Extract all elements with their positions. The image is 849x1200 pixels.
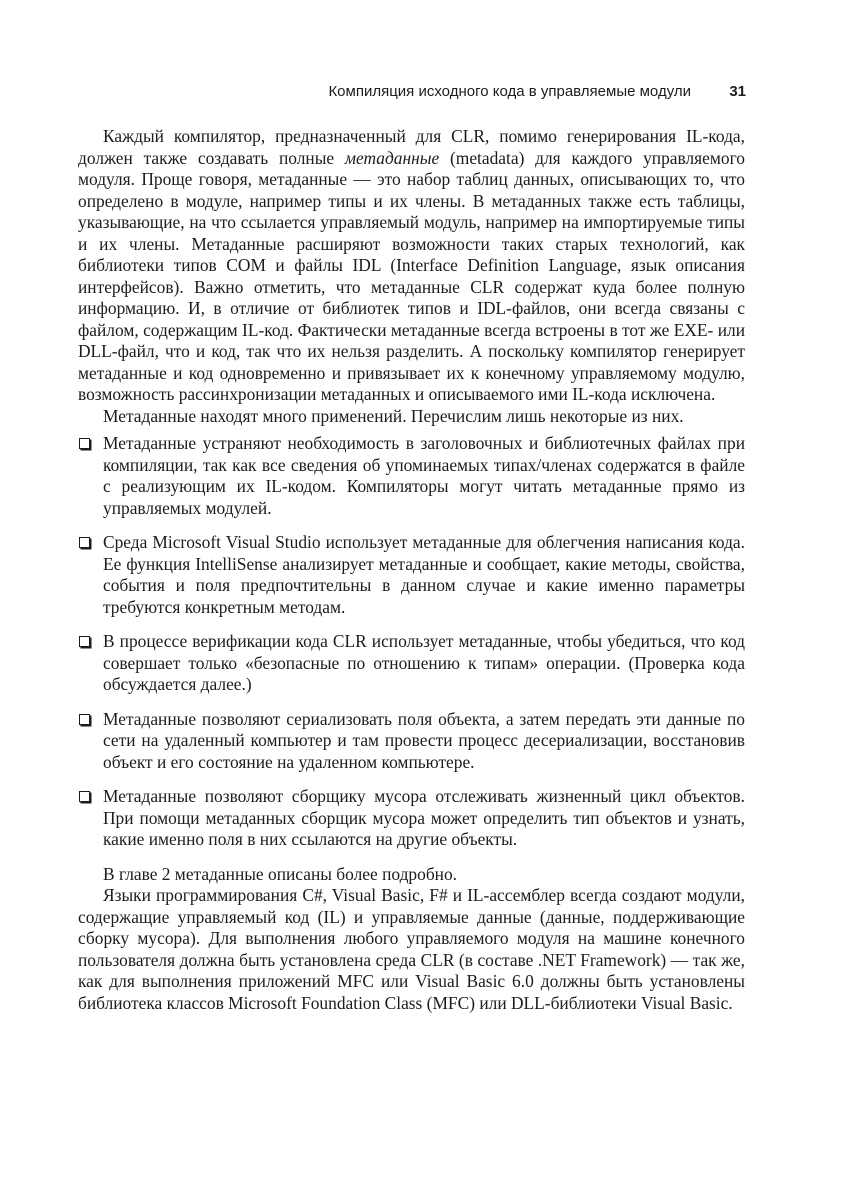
list-item-text: Метаданные позволяют сборщику мусора отслеживать жизненный цикл объектов. При помощи метаданных сборщик мусора может определить тип объектов и узнать, какие именно поля в них ссылаются на другие объекты. [103,786,745,849]
checkbox-icon [79,537,90,548]
list-item [78,709,745,774]
checkbox-icon [79,438,90,449]
checkbox-icon [79,791,90,802]
paragraph-text: (metadata) для каждого управляемого модуля. Проще говоря, метаданные — это набор таблиц данных, описывающих то, что определено в модуле, например типы и их члены. В метаданных также есть таблицы, указывающие, на что ссылается управляемый модуль, например на импортируемые типы и их члены. Метаданные расширяют возможности таких старых технологий, как библиотеки типов COM и файлы IDL (Interface Definition Language, язык описания интерфейсов). Важно отметить, что метаданные CLR содержат куда более полную информацию. И, в отличие от библиотек типов и IDL-файлов, они всегда связаны с файлом, содержащим IL-код. Фактически метаданные всегда встроены в тот же EXE- или DLL-файл, что и код, так что их нельзя разделить. А поскольку компилятор генерирует метаданные и код одновременно и привязывает их к конечному управляемому модулю, возможность рассинхронизации метаданных и описываемого ими IL-кода исключена. [78,147,745,404]
paragraph-text: Каждый компилятор, предназначенный для CLR, помимо генерирования IL-кода, должен также создавать полные [78,126,745,168]
body-text [78,126,745,1014]
paragraph-metadata-intro [78,126,745,406]
list-item [78,631,745,696]
paragraph-chapter-ref: В главе 2 метаданные описаны более подробно. [103,863,458,884]
list-item-text: Метаданные позволяют сериализовать поля объекта, а затем передать эти данные по сети на удаленный компьютер и там провести процесс десериализации, восстановив объект и его состояние на удаленном компьютере. [103,708,745,772]
paragraph-uses-intro: Метаданные находят много применений. Перечислим лишь некоторые из них. [103,405,684,426]
running-header [300,81,749,103]
italic-term: метаданные [344,147,440,168]
paragraph-languages: Языки программирования C#, Visual Basic, F# и IL-ассемблер всегда создают модули, содержащие управляемый код (IL) и управляемые данные (данные, поддерживающие сборку мусора). Для выполнения любого управляемого модуля на машине конечного пользователя должна быть установлена среда CLR (в составе .NET Framework) — так же, как для выполнения приложений MFC или Visual Basic 6.0 должны быть установлены библиотека классов Microsoft Foundation Class (MFC) или DLL-библиотеки Visual Basic. [78,885,745,1013]
page-number: 31 [729,83,746,100]
running-header-title: Компиляция исходного кода в управляемые модули [328,83,691,100]
list-item-text: Среда Microsoft Visual Studio использует метаданные для облегчения написания кода. Ее функция IntelliSense анализирует метаданные и сообщает, какие методы, свойства, события и поля предпочтительны в данном случае и какие именно параметры требуются конкретным методам. [103,532,745,617]
list-item [78,433,745,519]
list-item-text: Метаданные устраняют необходимость в заголовочных и библиотечных файлах при компиляции, так как все сведения об упоминаемых типах/членах содержатся в файле с реализующим их IL-кодом. Компиляторы могут читать метаданные прямо из управляемых модулей. [103,433,745,518]
list-item [78,786,745,851]
checkbox-icon [79,714,90,725]
bullet-list [78,433,745,851]
list-item-text: В процессе верификации кода CLR использует метаданные, чтобы убедиться, что код совершает только «безопасные по отношению к типам» операции. (Проверка кода обсуждается далее.) [103,631,745,694]
checkbox-icon [79,636,90,647]
list-item [78,532,745,618]
